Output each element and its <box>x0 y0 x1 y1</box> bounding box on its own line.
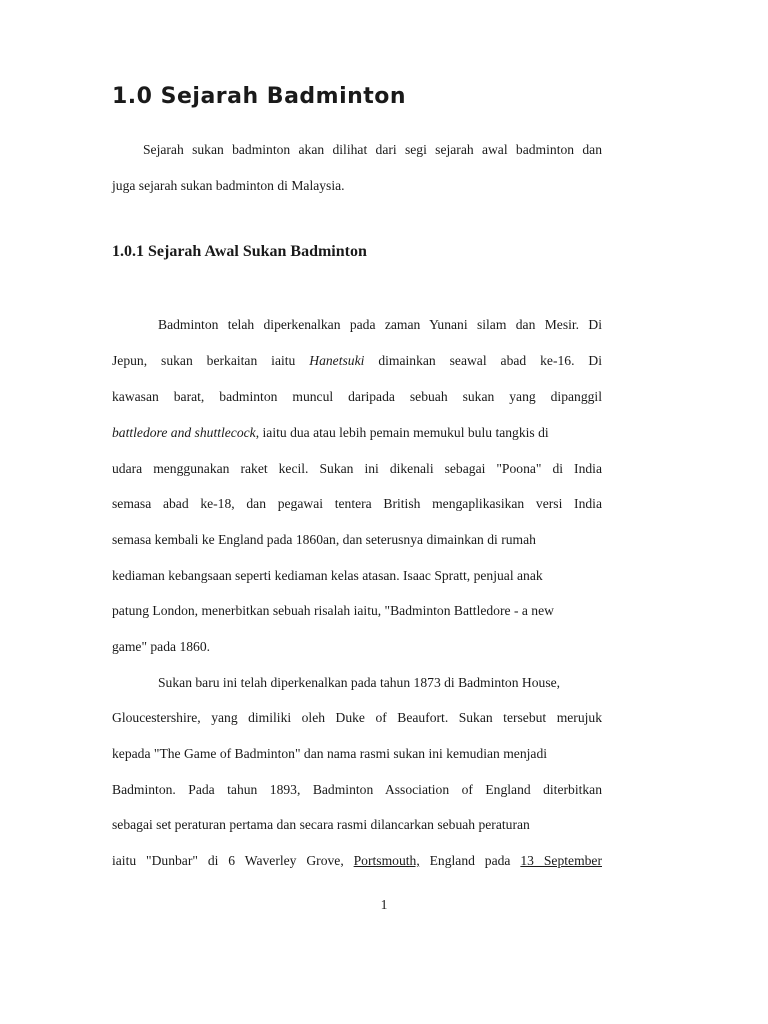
paragraph-line: Badminton telah diperkenalkan pada zaman Yunani silam dan Mesir. Di <box>158 317 602 332</box>
paragraph-line: kepada "The Game of Badminton" dan nama rasmi sukan ini kemudian menjadi <box>112 746 548 761</box>
page-number: 1 <box>380 897 388 912</box>
intro-line: Sejarah sukan badminton akan dilihat dari segi sejarah awal badminton dan <box>143 142 602 157</box>
paragraph-line: game" pada 1860. <box>112 639 211 654</box>
page-title: 1.0 Sejarah Badminton <box>112 84 407 109</box>
italic-term: battledore and shuttlecock <box>112 425 256 440</box>
italic-term: Hanetsuki <box>309 353 365 368</box>
paragraph-line <box>112 424 602 442</box>
paragraph-line: semasa abad ke-18, dan pegawai tentera British mengaplikasikan versi India <box>112 496 602 511</box>
paragraph-line: Badminton. Pada tahun 1893, Badminton Association of England diterbitkan <box>112 782 602 797</box>
paragraph-line: patung London, menerbitkan sebuah risalah iaitu, "Badminton Battledore - a new <box>112 603 554 618</box>
section-heading: 1.0.1 Sejarah Awal Sukan Badminton <box>112 243 367 260</box>
paragraph-line <box>112 352 602 370</box>
intro-line: juga sejarah sukan badminton di Malaysia. <box>112 178 345 193</box>
text-run: dimainkan seawal abad ke-16. Di <box>364 353 602 368</box>
paragraph-line: Sukan baru ini telah diperkenalkan pada tahun 1873 di Badminton House, <box>158 675 561 690</box>
paragraph-line: Gloucestershire, yang dimiliki oleh Duke of Beaufort. Sukan tersebut merujuk <box>112 710 602 725</box>
paragraph-line: udara menggunakan raket kecil. Sukan ini dikenali sebagai "Poona" di India <box>112 461 602 476</box>
paragraph-line: kediaman kebangsaan seperti kediaman kelas atasan. Isaac Spratt, penjual anak <box>112 568 543 583</box>
text-run: , iaitu dua atau lebih pemain memukul bulu tangkis di <box>255 425 549 440</box>
text-run: Jepun, sukan berkaitan iaitu <box>112 353 310 368</box>
paragraph-line: sebagai set peraturan pertama dan secara rasmi dilancarkan sebuah peraturan <box>112 817 530 832</box>
paragraph-line: kawasan barat, badminton muncul daripada sebuah sukan yang dipanggil <box>112 389 602 404</box>
paragraph-line: semasa kembali ke England pada 1860an, dan seterusnya dimainkan di rumah <box>112 532 536 547</box>
portsmouth-link[interactable]: Portsmouth, <box>353 853 420 868</box>
date-link[interactable]: 13 September <box>520 853 602 868</box>
text-run: iaitu "Dunbar" di 6 Waverley Grove, <box>112 853 354 868</box>
text-run: England pada <box>419 853 521 868</box>
paragraph-line <box>112 852 602 870</box>
